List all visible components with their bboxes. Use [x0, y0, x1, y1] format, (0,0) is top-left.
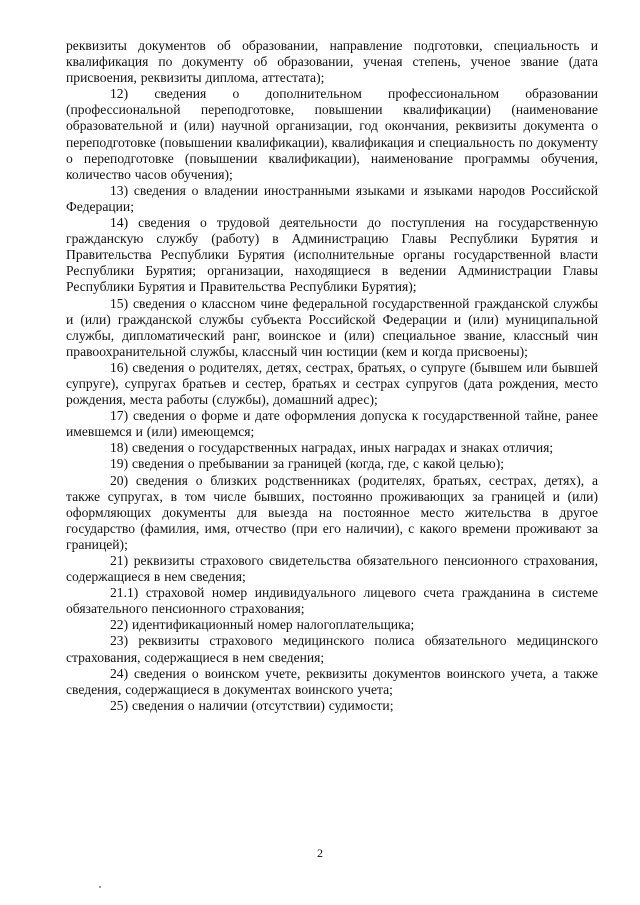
paragraph-17: 17) сведения о форме и дате оформления допуска к государственной тайне, ранее имевшемся и (или) имеющемся;: [66, 408, 598, 440]
paragraph-16: 16) сведения о родителях, детях, сестрах, братьях, о супруге (бывшем или бывшей супруге), супругах братьев и сестер, братьях и сестрах супругов (дата рождения, место рождения, места работы (службы), домашний адрес);: [66, 359, 598, 408]
paragraph-20: 20) сведения о близких родственниках (родителях, братьях, сестрах, детях), а также супругах, в том числе бывших, постоянно проживающих за границей и (или) оформляющих документы для выезда на постоянное место жительства в другое государство (фамилия, имя, отчество (при его наличии), с какого времени проживают за границей);: [66, 472, 598, 552]
paragraph-15: 15) сведения о классном чине федеральной государственной гражданской службы и (или) гражданской службы субъекта Российской Федерации и (или) муниципальной службы, дипломатический ранг, воинское и (или) специальное звание, классный чин правоохранительной службы, классный чин юстиции (кем и когда присвоены);: [66, 295, 598, 359]
paragraph-14: 14) сведения о трудовой деятельности до поступления на государственную гражданскую службу (работу) в Администрацию Главы Республики Бурятия и Правительства Республики Бурятия (исполнительные органы государственной власти Республики Бурятия; организации, находящиеся в ведении Администрации Главы Республики Бурятия и Правительства Республики Бурятия);: [66, 215, 598, 295]
paragraph-22: 22) идентификационный номер налогоплательщика;: [110, 617, 415, 633]
paragraph-21: 21) реквизиты страхового свидетельства обязательного пенсионного страхования, содержащиеся в нем сведения;: [66, 553, 598, 585]
paragraph-18: 18) сведения о государственных наградах, иных наградах и знаках отличия;: [110, 440, 554, 456]
scan-speck: [99, 886, 101, 888]
paragraph-13: 13) сведения о владении иностранными языками и языками народов Российской Федерации;: [66, 182, 598, 214]
paragraph-19: 19) сведения о пребывании за границей (когда, где, с какой целью);: [110, 456, 505, 472]
document-body: [66, 38, 598, 714]
paragraph-24: 24) сведения о воинском учете, реквизиты документов воинского учета, а также сведения, содержащиеся в документах воинского учета;: [66, 665, 598, 697]
paragraph-21-1: 21.1) страховой номер индивидуального лицевого счета гражданина в системе обязательного пенсионного страхования;: [66, 585, 598, 617]
paragraph-12: 12) сведения о дополнительном профессиональном образовании (профессиональной переподготовке, повышении квалификации) (наименование образовательной и (или) научной организации, год окончания, реквизиты документа о переподготовке (повышении квалификации), квалификация и специальность по документу о переподготовке (повышении квалификации), наименование программы обучения, количество часов обучения);: [66, 86, 598, 182]
page-number: 2: [317, 846, 323, 860]
paragraph-11-continuation: реквизиты документов об образовании, направление подготовки, специальность и квалификация по документу об образовании, ученая степень, ученое звание (дата присвоения, реквизиты диплома, аттестата);: [66, 38, 598, 86]
paragraph-23: 23) реквизиты страхового медицинского полиса обязательного медицинского страхования, содержащиеся в нем сведения;: [66, 633, 598, 665]
paragraph-25: 25) сведения о наличии (отсутствии) судимости;: [110, 697, 394, 713]
